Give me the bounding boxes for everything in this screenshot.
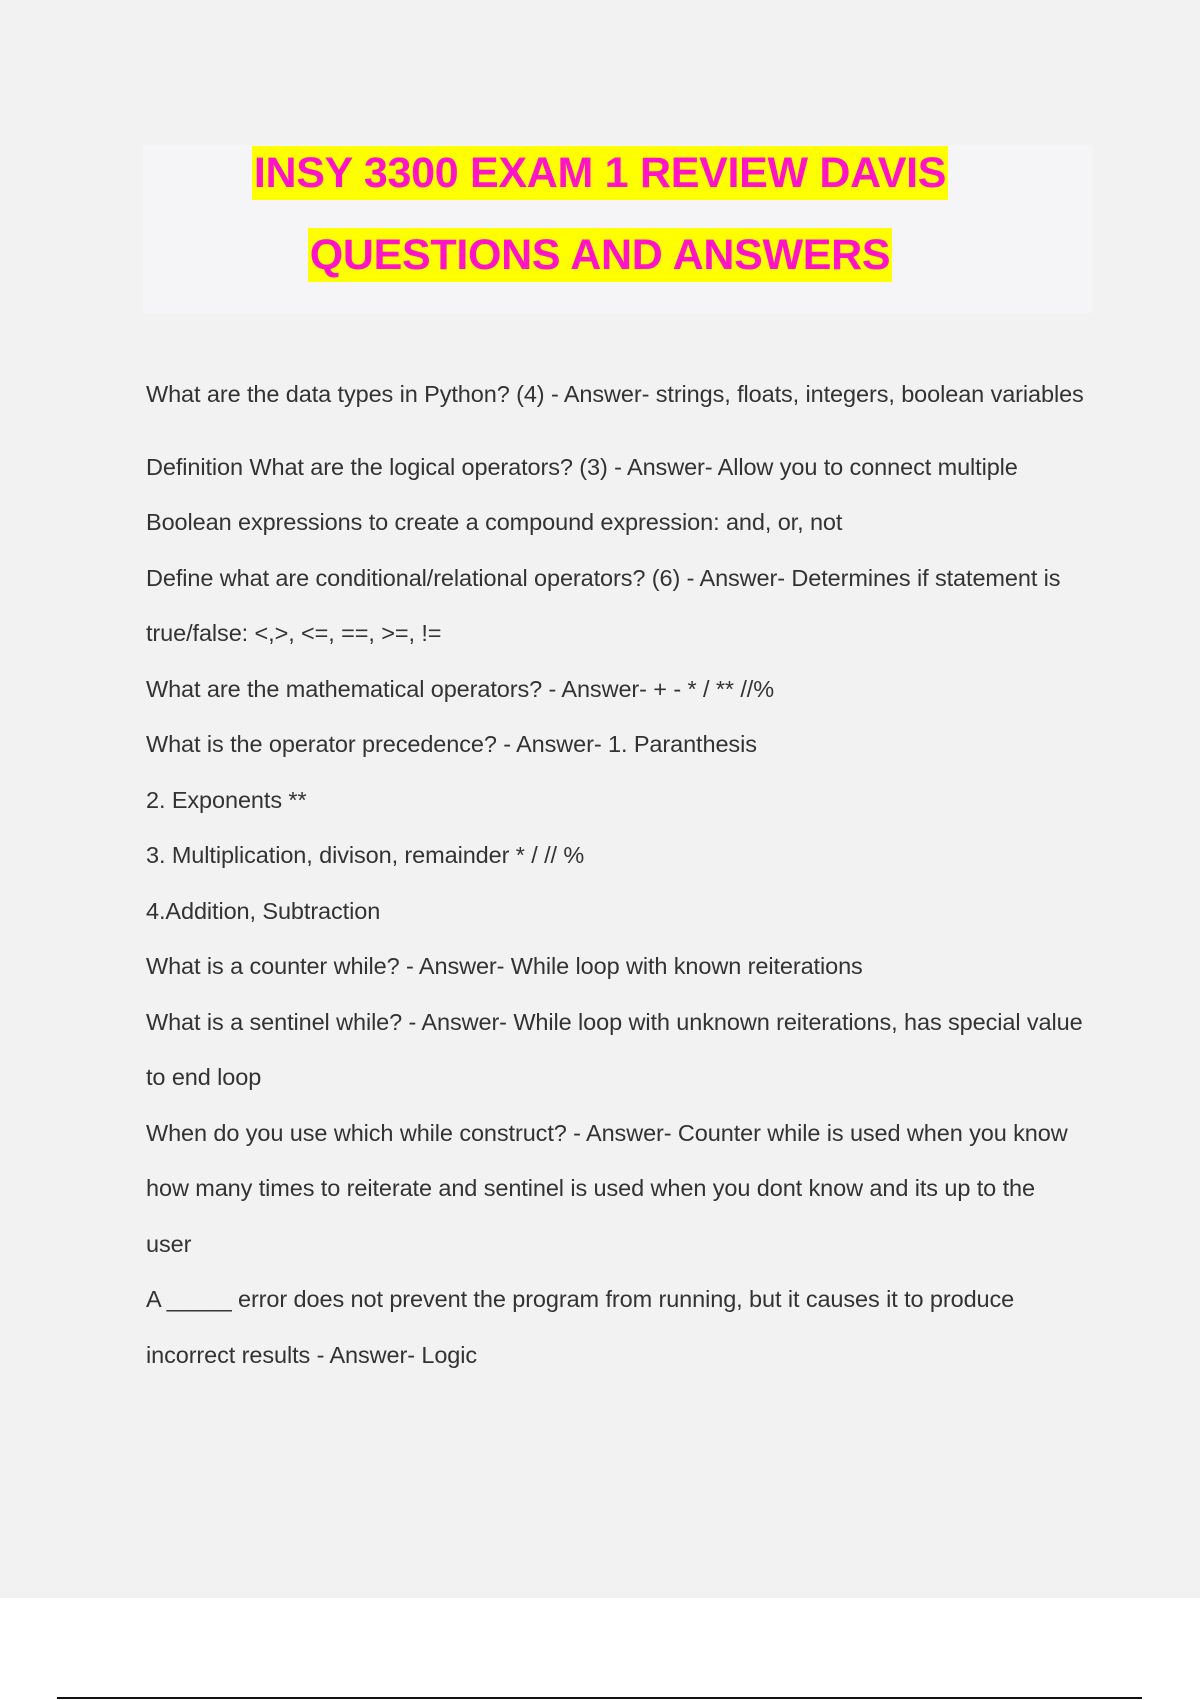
page-divider: [57, 1697, 1142, 1699]
document-title-line-2: QUESTIONS AND ANSWERS: [308, 228, 893, 282]
qa-item: When do you use which while construct? - Answer- Counter while is used when you know how many times to reiterate and sentinel is used when you dont know and its up to the user: [146, 1119, 1068, 1257]
qa-item: What are the mathematical operators? - Answer- + - * / ** //%: [146, 675, 775, 702]
qa-list: [146, 367, 1086, 1383]
qa-item: What is a sentinel while? - Answer- While loop with unknown reiterations, has special value to end loop: [146, 1008, 1083, 1090]
qa-item: Definition What are the logical operators? (3) - Answer- Allow you to connect multiple Boolean expressions to create a compound expression: and, or, not: [146, 453, 1018, 535]
qa-item: A _____ error does not prevent the program from running, but it causes it to produce incorrect results - Answer- Logic: [146, 1286, 1015, 1368]
qa-item: 3. Multiplication, divison, remainder * / // %: [146, 842, 585, 868]
qa-item: 2. Exponents **: [146, 786, 307, 813]
qa-item: 4.Addition, Subtraction: [146, 897, 381, 924]
document-title-line-1: INSY 3300 EXAM 1 REVIEW DAVIS: [252, 146, 948, 200]
qa-item: Define what are conditional/relational operators? (6) - Answer- Determines if statement is true/false: <,>, <=, ==, >=, !=: [146, 564, 1061, 646]
title-row-1: [0, 146, 1200, 200]
qa-item: What is a counter while? - Answer- While loop with known reiterations: [146, 953, 863, 979]
title-row-2: [0, 228, 1200, 282]
qa-item: What are the data types in Python? (4) - Answer- strings, floats, integers, boolean variables: [146, 381, 1084, 407]
qa-item: What is the operator precedence? - Answer- 1. Paranthesis: [146, 731, 757, 757]
